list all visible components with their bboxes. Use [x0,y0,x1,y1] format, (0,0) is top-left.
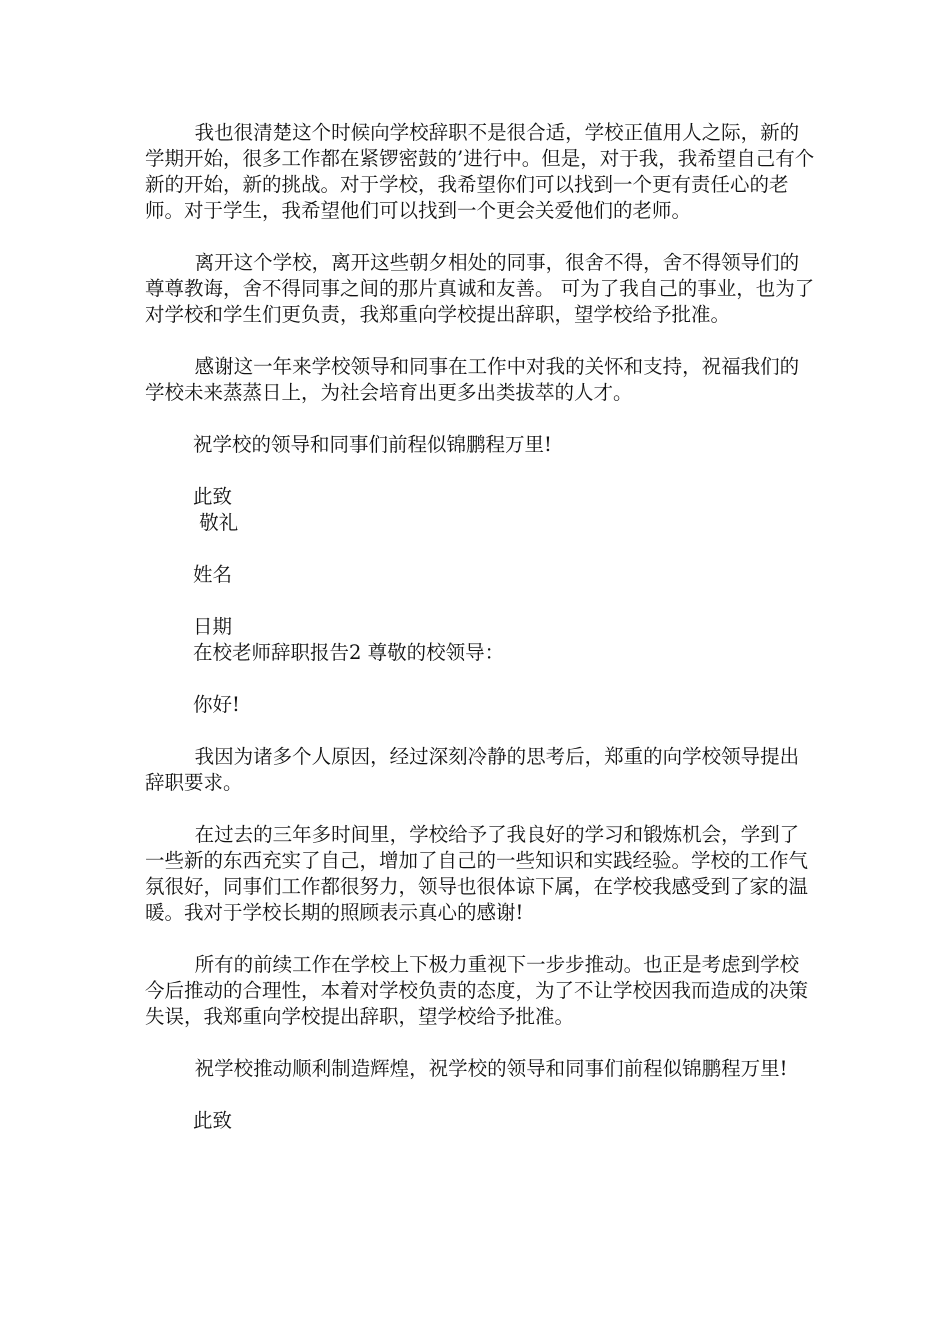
paragraph-experience: 在过去的三年多时间里，学校给予了我良好的学习和锻炼机会，学到了一些新的东西充实了自己，增加了自己的一些知识和实践经验。学校的工作气氛很好，同事们工作都很努力，领导也很体谅下属，在学校我感受到了家的温暖。我对于学校长期的照顾表示真心的感谢! [145,823,809,924]
document-page [145,120,815,1134]
paragraph-thanks: 感谢这一年来学校领导和同事在工作中对我的关怀和支持，祝福我们的学校未来蒸蒸日上，为社会培育出更多出类拔萃的人才。 [145,355,800,404]
paragraph-decision: 所有的前续工作在学校上下极力重视下一步步推动。也正是考虑到学校今后推动的合理性，本着对学校负责的态度，为了不让学校因我而造成的决策失误，我郑重向学校提出辞职，望学校给予批准。 [145,953,809,1028]
greeting: 你好! [193,693,240,716]
closing-cizhi: 此致 [193,485,233,508]
section-heading: 在校老师辞职报告2 尊敬的校领导： [193,641,505,664]
closing-cizhi-2: 此致 [193,1109,233,1132]
paragraph-apology: 我也很清楚这个时候向学校辞职不是很合适，学校正值用人之际，新的学期开始，很多工作都在紧锣密鼓的’进行中。但是，对于我，我希望自己有个新的开始，新的挑战。对于学校，我希望你们可以找到一个更有责任心的老师。对于学生，我希望他们可以找到一个更会关爱他们的老师。 [145,121,815,222]
signature-name: 姓名 [193,563,233,586]
paragraph-leaving: 离开这个学校，离开这些朝夕相处的同事，很舍不得，舍不得领导们的尊尊教诲，舍不得同事之间的那片真诚和友善。 可为了我自己的事业，也为了对学校和学生们更负责，我郑重向学校提出辞职，望学校给予批准。 [145,251,815,326]
signature-date: 日期 [193,615,233,638]
paragraph-blessing: 祝学校推动顺利制造辉煌，祝学校的领导和同事们前程似锦鹏程万里! [145,1057,788,1080]
paragraph-reason: 我因为诸多个人原因，经过深刻冷静的思考后，郑重的向学校领导提出辞职要求。 [145,745,800,794]
paragraph-wish: 祝学校的领导和同事们前程似锦鹏程万里! [193,433,552,456]
closing-jingli: 敬礼 [193,511,239,534]
